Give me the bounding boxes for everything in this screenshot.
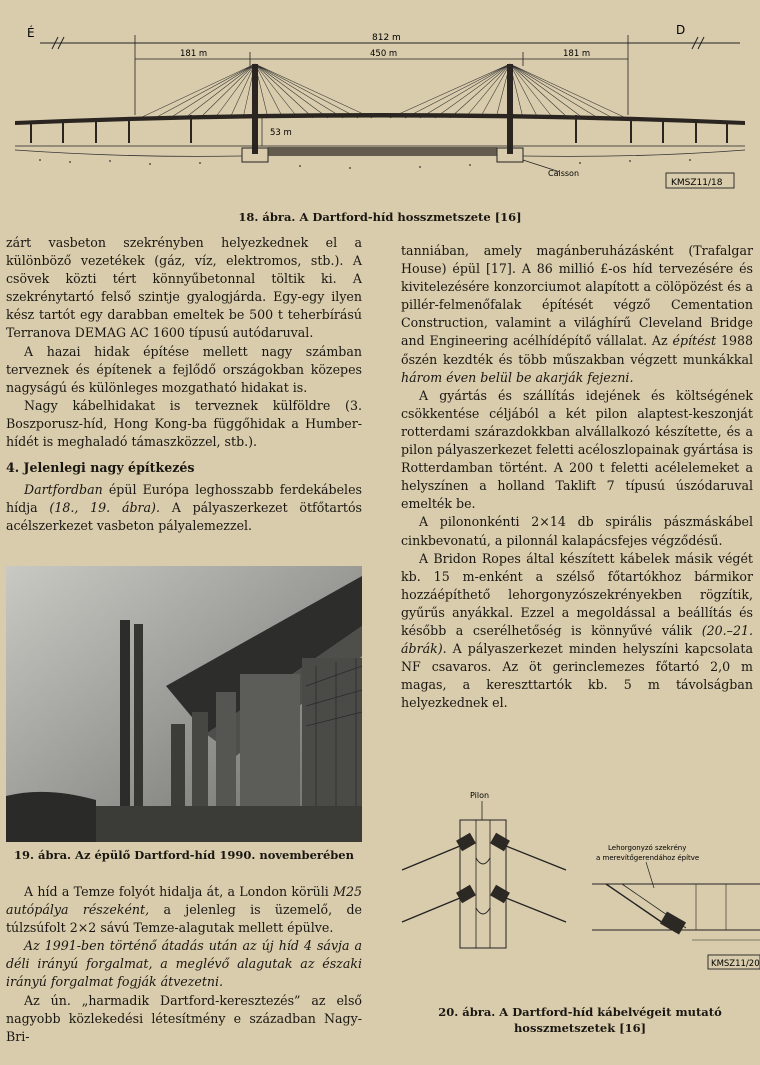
label-caisson: Caisson <box>548 169 580 178</box>
paragraph: Az 1991-ben történő átadás után az új híd 4 sávja a déli irányú forgalmat, a meglévő alagutak az északi irányú forgalmat fogják átvezetni. <box>6 938 362 990</box>
section-heading: 4. Jelenlegi nagy építkezés <box>6 460 195 476</box>
figure-reference: (18., 19. ábra). <box>49 500 160 516</box>
label-clearance: 53 m <box>270 128 292 138</box>
text-run: A pályaszerkezet minden helyszíni kapcsolata NF csavaros. Az öt gerinclemezes főtartó 2,0 m magas, a kereszttartók kb. 5 m távolságban helyezkednek el. <box>401 641 753 711</box>
figure-19-photo <box>6 566 362 842</box>
figure-20-cable-end-sections <box>396 780 760 980</box>
figure-reference: (20.–21. ábrák). <box>401 622 753 657</box>
text-run: épül Európa leghosszabb ferdekábeles hídja <box>6 482 362 516</box>
text-run: a jelenleg is üzemelő, de túlzsúfolt 2×2 sávú Temze-alagutak mellett épülve. <box>6 902 362 936</box>
left-column-bottom <box>6 883 362 1046</box>
paragraph: Az ún. „harmadik Dartford-keresztezés” az első nagyobb közlekedési létesítmény e században Nagy-Bri- <box>6 992 362 1044</box>
text-run: 1988 őszén kezdték és több műszakban végzett munkákkal <box>401 333 753 367</box>
text-run: A Bridon Ropes által készített kábelek másik végét kb. 15 m-enként a szélső főtartókhoz bármikor hozzáépíthető lehorgonyzószekrényekben rögzítik, gyűrűs anyákkal. Ezzel a megoldással a beállítás és később a cserélhetőség is könnyűvé válik <box>401 550 753 638</box>
label-left-span: 181 m <box>180 49 208 59</box>
right-column <box>401 242 753 712</box>
text-run: A híd a Temze folyót hidalja át, a London körüli <box>24 884 334 899</box>
text-run: A pályaszerkezet ötfőtartós acélszerkezet vasbeton pályalemezzel. <box>6 500 362 534</box>
paragraph: zárt vasbeton szekrényben helyezkednek el a különböző vezetékek (gáz, víz, elektromos, stb.). A csövek közti tért könnyűbetonnal töltik ki. A szekrénytartó felső szintje gyalogjárda. Egy-egy ilyen kész tartót egy darabban emeltek be 500 t teherbírású Terranova DEMAG AC 1600 típusú autódaruval. <box>6 235 362 341</box>
emphasis: Dartfordban <box>24 482 103 498</box>
caption-line: hosszmetszetek [16] <box>513 1021 647 1035</box>
figure-18-caption: 18. ábra. A Dartford-híd hosszmetszete [16] <box>238 210 522 224</box>
paragraph <box>401 242 753 387</box>
emphasis: M25 autópálya részeként, <box>6 884 362 918</box>
label-anchor-box: Lehorgonyzó szekrény <box>608 844 687 852</box>
paragraph <box>6 481 362 535</box>
left-column <box>6 234 362 536</box>
label-figure-code: KMSZ11/18 <box>671 178 723 188</box>
paragraph <box>401 550 753 713</box>
caption-line: 20. ábra. A Dartford-híd kábelvégeit mutató <box>438 1005 722 1019</box>
label-west: É <box>27 26 35 40</box>
label-anchor-box-sub: a merevítőgerendához építve <box>596 854 700 862</box>
paragraph <box>6 883 362 937</box>
emphasis: építést <box>672 333 717 349</box>
label-main-span: 450 m <box>370 49 398 59</box>
paragraph: A hazai hidak építése mellett nagy számban terveznek és építenek a fejlődő országokban közepes nagyságú és különleges mozgatható hidakat is. <box>6 343 362 395</box>
label-figure-code: KMSZ11/20 <box>711 959 760 969</box>
paragraph: A gyártás és szállítás idejének és költségének csökkentése céljából a két pilon alaptest-keszonját rotterdami szárazdokkban alvállalkozó készítette, és a pilon pályaszerkezet feletti acéloszlopainak gyártása is Rotterdamban történt. A 200 t feletti acélelemeket a helyszínen a holland Taklift 7 típusú úszódaruval emelték be. <box>401 387 753 512</box>
label-pilon: Pilon <box>470 791 490 800</box>
label-east: D <box>676 23 686 37</box>
emphasis: három éven belül be akarják fejezni. <box>401 369 634 385</box>
figure-18-bridge-elevation <box>0 0 760 200</box>
paragraph: Nagy kábelhidakat is terveznek külföldre (3. Boszporusz-híd, Hong Kong-ba függőhidak a Humber-hídét is meghaladó támaszközzel, stb.). <box>6 397 362 450</box>
label-right-span: 181 m <box>563 49 591 59</box>
figure-20-caption <box>410 1004 750 1036</box>
text-run: tanniában, amely magánberuházásként (Trafalgar House) épül [17]. A 86 millió £-os híd tervezésére és kivitelezésére konzorciumot alapított a cölöpözést és a pillér-felmenőfalak építését végző Cementation Construction, valamint a világhírű Cleveland Bridge and Engineering acélhídépítő vállalat. Az <box>401 243 753 349</box>
paragraph: A pilononkénti 2×14 db spirális pászmáskábel cinkbevonatú, a pilonnál kalapácsfejes végződésű. <box>401 514 753 548</box>
label-total-length: 812 m <box>372 33 401 43</box>
figure-19-caption: 19. ábra. Az épülő Dartford-híd 1990. novemberében <box>14 848 354 862</box>
